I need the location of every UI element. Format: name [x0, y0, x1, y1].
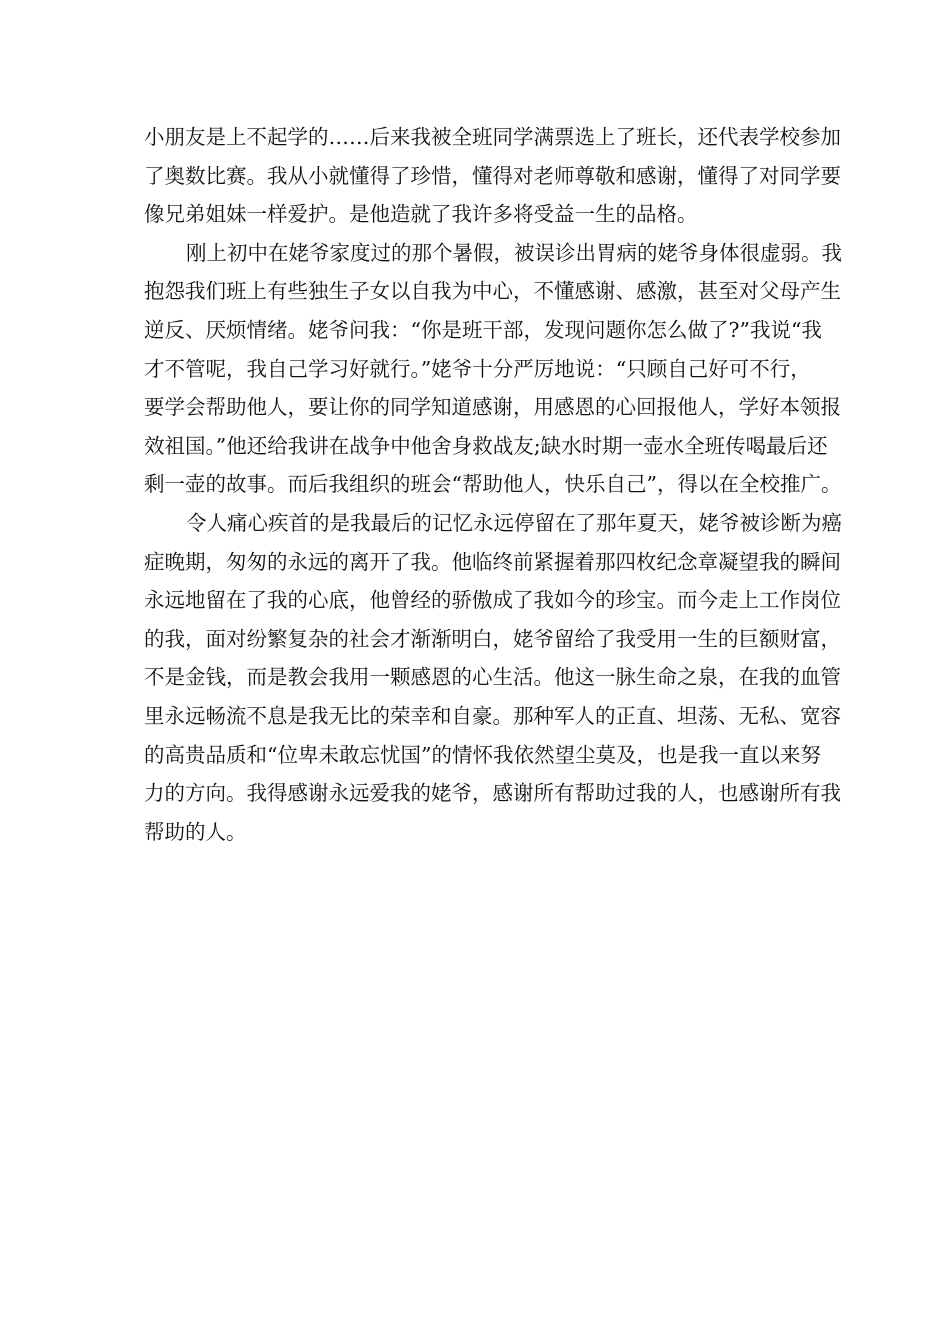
paragraph-1: [144, 118, 841, 234]
text-line: 帮助的人。: [144, 819, 247, 844]
text-line: 刚上初中在姥爷家度过的那个暑假，被误诊出胃病的姥爷身体很虚弱。我: [186, 240, 842, 265]
text-line: 逆反、厌烦情绪。姥爷问我：“你是班干部，发现问题你怎么做了?”我说“我: [144, 317, 822, 342]
document-body: [144, 118, 842, 851]
text-line: 力的方向。我得感谢永远爱我的姥爷，感谢所有帮助过我的人，也感谢所有我: [144, 781, 841, 806]
paragraph-3: [144, 504, 842, 851]
text-line: 里永远畅流不息是我无比的荣幸和自豪。那种军人的正直、坦荡、无私、宽容: [144, 703, 841, 728]
text-line: 才不管呢，我自己学习好就行。”姥爷十分严厉地说：“只顾自己好可不行，: [144, 356, 811, 381]
text-line: 像兄弟姐妹一样爱护。是他造就了我许多将受益一生的品格。: [144, 202, 698, 227]
text-line: 的我，面对纷繁复杂的社会才渐渐明白，姥爷留给了我受用一生的巨额财富，: [144, 626, 841, 651]
text-line: 症晚期，匆匆的永远的离开了我。他临终前紧握着那四枚纪念章凝望我的瞬间: [144, 549, 841, 574]
text-line: 要学会帮助他人，要让你的同学知道感谢，用感恩的心回报他人，学好本领报: [144, 395, 841, 420]
text-line: 小朋友是上不起学的……后来我被全班同学满票选上了班长，还代表学校参加: [144, 125, 841, 149]
text-line: 永远地留在了我的心底，他曾经的骄傲成了我如今的珍宝。而今走上工作岗位: [144, 588, 841, 613]
text-line: 了奥数比赛。我从小就懂得了珍惜，懂得对老师尊敬和感谢，懂得了对同学要: [144, 163, 841, 188]
text-line: 剩一壶的故事。而后我组织的班会“帮助他人，快乐自己”，得以在全校推广。: [144, 472, 842, 497]
paragraph-2: [144, 234, 842, 504]
text-line: 的高贵品质和“位卑未敢忘忧国”的情怀我依然望尘莫及，也是我一直以来努: [144, 742, 821, 767]
text-line: 抱怨我们班上有些独生子女以自我为中心，不懂感谢、感激，甚至对父母产生: [144, 279, 841, 304]
text-line: 不是金钱，而是教会我用一颗感恩的心生活。他这一脉生命之泉，在我的血管: [144, 665, 841, 690]
text-line: 令人痛心疾首的是我最后的记忆永远停留在了那年夏天，姥爷被诊断为癌: [186, 510, 842, 535]
text-line: 效祖国。”他还给我讲在战争中他舍身救战友;缺水时期一壶水全班传喝最后还: [144, 433, 828, 458]
